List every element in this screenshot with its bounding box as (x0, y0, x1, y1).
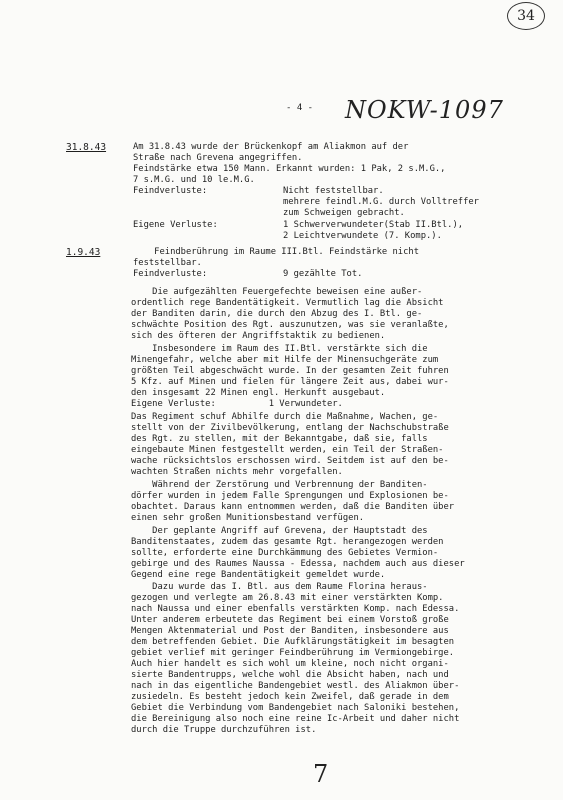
loss-value: 2 Leichtverwundete (7. Komp.). (283, 231, 442, 241)
paragraph-line: Insbesondere im Raum des II.Btl. verstärkte sich die (131, 344, 428, 354)
loss-value: Nicht feststellbar. (283, 186, 384, 196)
loss-value: zum Schweigen gebracht. (283, 208, 405, 218)
paragraph-line: Die aufgezählten Feuergefechte beweisen eine außer- (131, 287, 423, 297)
entry-line: Feindberührung im Raume III.Btl. Feindstärke nicht (133, 247, 419, 257)
paragraph-line: 5 Kfz. auf Minen und fielen für längere Zeit aus, dabei wur- (131, 377, 449, 387)
paragraph (131, 582, 505, 736)
entry-line: Straße nach Grevena angegriffen. (133, 153, 303, 163)
paragraph-line: Der geplante Angriff auf Grevena, der Hauptstadt des (131, 526, 428, 536)
loss-value: mehrere feindl.M.G. durch Volltreffer (283, 197, 479, 207)
paragraph-line: Auch hier handelt es sich wohl um kleine, noch nicht organi- (131, 659, 449, 669)
paragraph-line: Gegend eine rege Bandentätigkeit gemeldet wurde. (131, 570, 386, 580)
paragraph-line: einen sehr großen Munitionsbestand verfügen. (131, 513, 365, 523)
paragraph-line: Während der Zerstörung und Verbrennung der Banditen- (131, 480, 428, 490)
folio-number: 34 (507, 2, 545, 30)
paragraph-line: Minengefahr, welche aber mit Hilfe der Minensuchgeräte zum (131, 355, 439, 365)
paragraph-line: gebirge und des Raumes Naussa - Edessa, nachdem auch aus dieser (131, 559, 465, 569)
entry-line: Feindstärke etwa 150 Mann. Erkannt wurden: 1 Pak, 2 s.M.G., (133, 164, 446, 174)
paragraph-line: dörfer wurden in jedem Falle Sprengungen und Explosionen be- (131, 491, 449, 501)
paragraph-line: wache rücksichtslos erschossen wird. Seitdem ist auf den be- (131, 456, 449, 466)
loss-values (283, 220, 463, 242)
paragraph-line: durch die Truppe durchzuführen ist. (131, 725, 317, 735)
entry-line: Am 31.8.43 wurde der Brückenkopf am Aliakmon auf der (133, 142, 409, 152)
paragraph-line: Das Regiment schuf Abhilfe durch die Maßnahme, Wachen, ge- (131, 412, 439, 422)
paragraph-line: Gebiet die Verbindung vom Bandengebiet nach Saloniki bestehen, (131, 703, 460, 713)
paragraph-line: schwächte Position des Rgt. auszunutzen, was sie veranlaßte, (131, 320, 449, 330)
entry-line: feststellbar. (133, 258, 202, 268)
paragraph-line: Eigene Verluste: 1 Verwundeter. (131, 399, 343, 409)
handwritten-reference: NOKW-1097 (345, 96, 504, 124)
loss-values (283, 186, 479, 219)
page-number: - 4 - (286, 103, 314, 113)
paragraph-line: dem betreffenden Gebiet. Die Aufklärungstätigkeit im besagten (131, 637, 455, 647)
entry-date: 1.9.43 (66, 247, 101, 258)
paragraph-line: der Banditen darin, die durch den Abzug des I. Btl. ge- (131, 309, 423, 319)
loss-row (133, 269, 362, 280)
paragraph-line: eingebaute Minen festgestellt werden, ein Teil der Straßen- (131, 445, 444, 455)
paragraph-line: wachten Straßen nichts mehr vorgefallen. (131, 467, 343, 477)
paragraph-line: nach in das eigentliche Bandengebiet westl. des Aliakmon über- (131, 681, 460, 691)
paragraph-line: Banditenstaates, zudem das gesamte Rgt. herangezogen werden (131, 537, 444, 547)
handwritten-bottom-mark: 7 (313, 760, 329, 788)
paragraph-line: gezogen und verlegte am 26.8.43 mit einer verstärkten Komp. (131, 593, 444, 603)
paragraph-line: den insgesamt 22 Minen engl. Herkunft ausgebaut. (131, 388, 386, 398)
paragraph-line: größten Teil abgeschwächt wurde. In der gesamten Zeit fuhren (131, 366, 449, 376)
loss-value: 1 Schwerverwundeter(Stab II.Btl.), (283, 220, 464, 230)
paragraph-line: zusiedeln. Es besteht jedoch kein Zweifel, daß gerade in dem (131, 692, 449, 702)
paragraph-line: Mengen Aktenmaterial und Post der Banditen, insbesondere aus (131, 626, 449, 636)
paragraph (131, 412, 505, 478)
paragraph-line: die Bereinigung also noch eine reine Ic-Arbeit und daher nicht (131, 714, 460, 724)
paragraph (131, 344, 505, 410)
paragraph-line: nach Naussa und einer ebenfalls verstärkten Komp. nach Edessa. (131, 604, 460, 614)
paragraph-line: sierte Bandentrupps, welche wohl die Absicht haben, nach und (131, 670, 449, 680)
paragraph-line: obachtet. Daraus kann entnommen werden, daß die Banditen über (131, 502, 455, 512)
paragraph (131, 480, 505, 524)
loss-row (133, 186, 479, 219)
loss-label: Feindverluste: (133, 269, 208, 279)
paragraph-line: des Rgt. zu stellen, mit der Bekanntgabe, daß sie, falls (131, 434, 428, 444)
loss-label: Eigene Verluste: (133, 220, 218, 230)
paragraph-line: ordentlich rege Bandentätigkeit. Vermutlich lag die Absicht (131, 298, 444, 308)
loss-label: Feindverluste: (133, 186, 208, 196)
loss-values (283, 269, 362, 280)
loss-value: 9 gezählte Tot. (283, 269, 363, 279)
paragraph-line: Dazu wurde das I. Btl. aus dem Raume Florina heraus- (131, 582, 428, 592)
paragraph-line: sollte, erforderte eine Durchkämmung des Gebietes Vermion- (131, 548, 439, 558)
paragraph-line: gebiet verlief mit geringer Feindberührung im Vermiongebirge. (131, 648, 455, 658)
paragraph-line: Unter anderem erbeutete das Regiment bei einem Vorstoß große (131, 615, 449, 625)
loss-row (133, 220, 463, 242)
entry-date: 31.8.43 (66, 142, 107, 153)
paragraph-line: stellt von der Zivilbevölkerung, entlang der Nachschubstraße (131, 423, 449, 433)
entry-line: 7 s.M.G. und 10 le.M.G. (133, 175, 255, 185)
paragraph-line: sich des öfteren der Angriffstaktik zu bedienen. (131, 331, 386, 341)
paragraph (131, 526, 505, 581)
paragraph (131, 287, 505, 342)
